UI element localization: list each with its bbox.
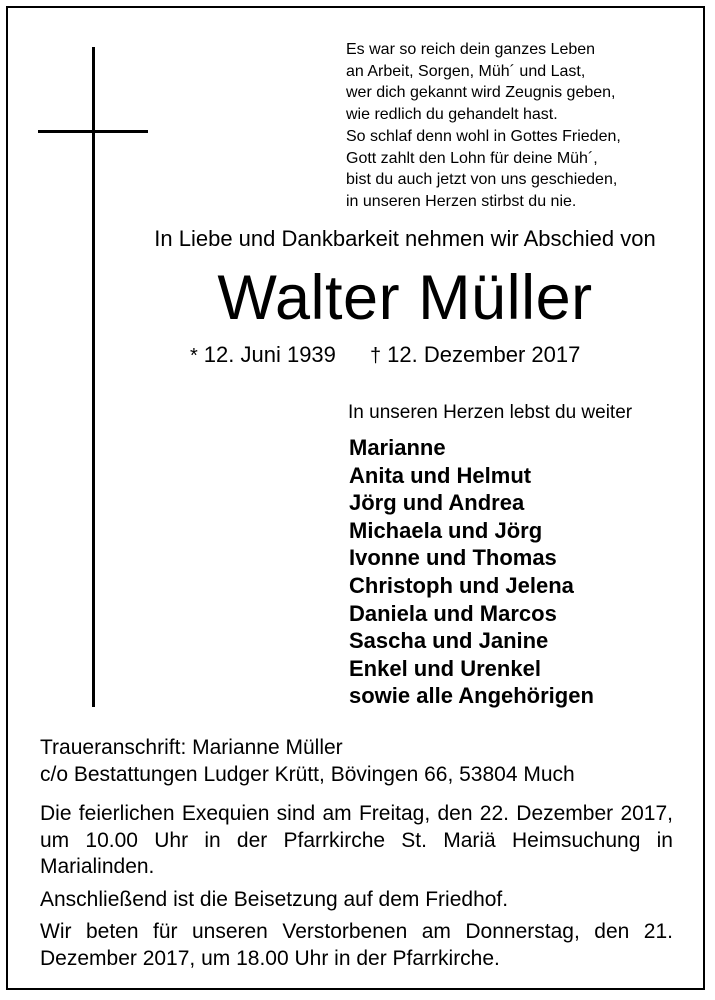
death-date-text: 12. Dezember 2017 [387,342,581,367]
birth-date [190,342,336,368]
cross-icon-bar [38,130,148,133]
family-member: Jörg und Andrea [349,490,525,516]
family-member: Enkel und Urenkel [349,655,541,681]
service-paragraph: Anschließend ist die Beisetzung auf dem Friedhof. [40,887,509,911]
farewell-intro: In Liebe und Dankbarkeit nehmen wir Abschied von [154,226,656,251]
family-member: Christoph und Jelena [349,572,574,598]
poem-line: So schlaf denn wohl in Gottes Frieden, [346,127,621,145]
family-member: Ivonne und Thomas [349,545,557,571]
death-date [370,342,580,368]
family-member: sowie alle Angehörigen [349,683,594,709]
service-paragraph: Wir beten für unseren Verstorbenen am Donnerstag, den 21. Dezember 2017, um 18.00 Uhr in der Pfarrkirche. [40,920,673,970]
family-member: Michaela und Jörg [349,517,543,543]
poem-line: wie redlich du gehandelt hast. [346,106,558,124]
family-member: Sascha und Janine [349,628,549,654]
cross-icon [92,47,95,707]
service-paragraph: Die feierlichen Exequien sind am Freitag, den 22. Dezember 2017, um 10.00 Uhr in der Pfarrkirche St. Mariä Heimsuchung in Marialinden. [40,802,673,878]
family-list [349,434,594,710]
address-line: Traueranschrift: Marianne Müller [40,736,343,759]
address-line: c/o Bestattungen Ludger Krütt, Bövingen 66, 53804 Much [40,763,575,786]
family-member: Daniela und Marcos [349,600,557,626]
poem-line: an Arbeit, Sorgen, Müh´ und Last, [346,62,586,80]
service-info [40,801,673,978]
poem-line: wer dich gekannt wird Zeugnis geben, [346,84,616,102]
mourning-address [40,734,575,788]
death-cross-icon: † [370,345,382,367]
family-member: Marianne [349,435,446,460]
family-member: Anita und Helmut [349,462,532,488]
birth-date-text: 12. Juni 1939 [203,342,336,367]
deceased-name: Walter Müller [217,263,593,333]
poem [346,39,706,213]
motto: In unseren Herzen lebst du weiter [348,402,633,423]
poem-line: in unseren Herzen stirbst du nie. [346,192,577,210]
poem-line: Es war so reich dein ganzes Leben [346,41,596,58]
poem-line: bist du auch jetzt von uns geschieden, [346,171,618,189]
birth-star-icon: * [190,345,198,367]
poem-line: Gott zahlt den Lohn für deine Müh´, [346,149,598,167]
